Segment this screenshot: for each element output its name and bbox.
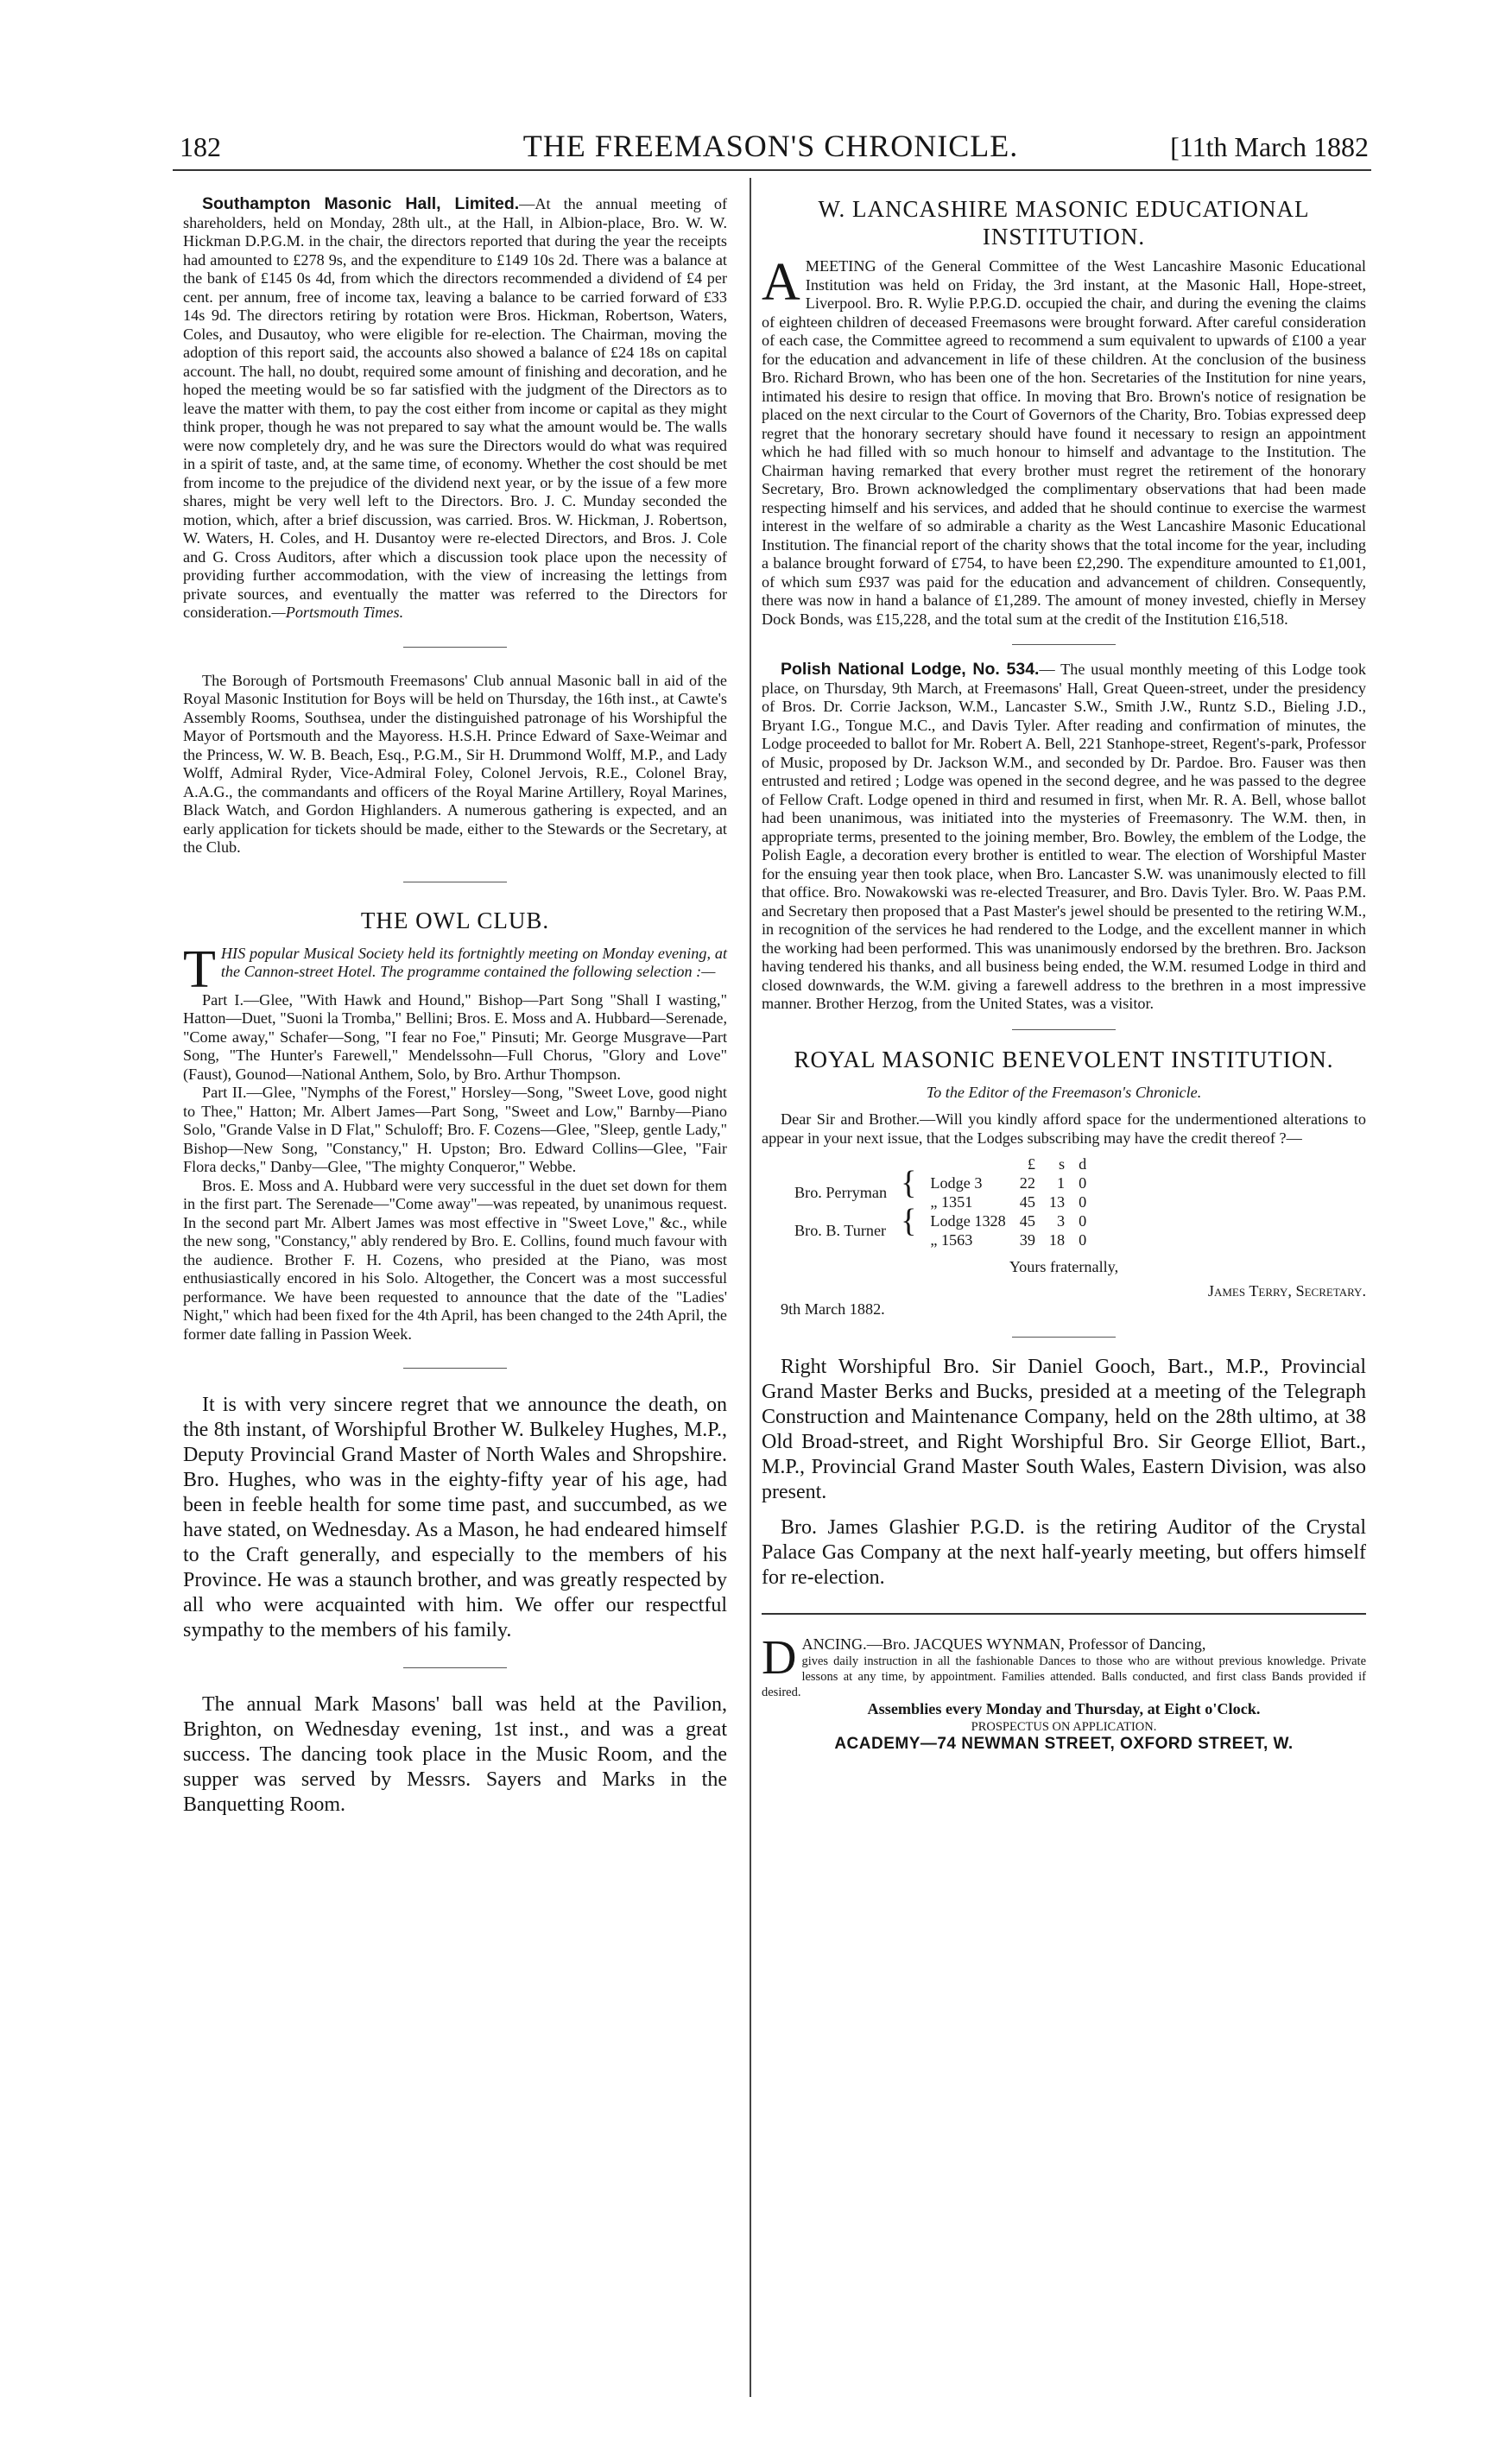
lancashire-article — [762, 195, 1366, 629]
owl-club-intro: HIS popular Musical Society held its fortnightly meeting on Monday evening, at the Cannon-street Hotel. The programme contained the following selection :— — [220, 944, 727, 980]
amount-shillings: 13 — [1048, 1193, 1066, 1211]
brace-glyph: { — [901, 1203, 917, 1239]
column-rule — [750, 178, 751, 2397]
separator-rule — [403, 647, 507, 648]
southampton-article — [183, 195, 727, 623]
lodge-number: Lodge 1328 — [930, 1212, 1006, 1230]
letter-date: 9th March 1882. — [781, 1300, 885, 1318]
advert-rule — [762, 1613, 1366, 1615]
owl-club-part2: Part II.—Glee, "Nymphs of the Forest," Horsley—Song, "Sweet Love, good night to Thee," Hatton; Mr. Albert James—Part Song, "Sweet and Low," Barnby—Piano Solo, "Grande Valse in D Flat," Schuloff; Bro. F. Cozens—Glee, "Sleep, gentle Lady," Bishop—New Song, "Constancy," H. Upston; Bro. Edward Collins—Glee, "Fair Flora decks," Danby—Glee, "The mighty Conqueror," Webbe. — [183, 1084, 727, 1175]
amount-pounds: 39 — [1019, 1231, 1035, 1249]
lodge-number: „ 1351 — [930, 1193, 973, 1211]
owl-club-part1: Part I.—Glee, "With Hawk and Hound," Bishop—Part Song "Shall I wasting," Hatton—Duet, "Suoni la Tromba," Bellini; Bros. E. Moss and A. Hubbard—Serenade, "Come away," Schafer—Song, "I fear no Foe," Pinsuti; Mr. George Musgrave—Part Song, "The Hunter's Farewell," Mendelssohn—Full Chorus, "Glory and Love" (Faust), Gounod—National Anthem, Solo, by Bro. Arthur Thompson. — [183, 990, 727, 1083]
southampton-source: —Portsmouth Times. — [271, 604, 404, 621]
table-row — [788, 1173, 1093, 1192]
subscription-table — [788, 1154, 1093, 1249]
column-header: s — [1059, 1155, 1066, 1173]
table-header-row — [788, 1154, 1093, 1173]
southampton-title: Southampton Masonic Hall, Limited. — [202, 194, 520, 213]
page-header — [173, 128, 1369, 166]
separator-rule — [403, 1667, 507, 1668]
lancashire-heading-line1: W. LANCASHIRE MASONIC EDUCATIONAL — [818, 196, 1310, 222]
amount-shillings: 3 — [1057, 1212, 1066, 1230]
dancing-text: gives daily instruction in all the fashionable Dances to those who are without previous knowledge. Private lessons at any time, by appointment. Families attended. Balls conducted, and first class Bands provided if desired. — [762, 1654, 1366, 1699]
separator-rule — [1012, 1029, 1116, 1030]
owl-club-article — [183, 907, 727, 1344]
academy-address: ACADEMY—74 NEWMAN STREET, OXFORD STREET, W. — [834, 1734, 1294, 1753]
separator-rule — [403, 1368, 507, 1369]
amount-shillings: 1 — [1057, 1174, 1066, 1192]
lancashire-heading — [762, 195, 1366, 250]
drop-cap: D — [762, 1630, 797, 1685]
amount-pounds: 45 — [1019, 1193, 1035, 1211]
owl-club-heading: THE OWL CLUB. — [360, 907, 550, 933]
amount-shillings: 18 — [1048, 1231, 1066, 1249]
right-column — [762, 195, 1366, 1753]
left-column — [183, 195, 727, 1818]
dancing-lead: ANCING.—Bro. JACQUES WYNMAN, Professor of Dancing, — [801, 1635, 1206, 1653]
gooch-article: Right Worshipful Bro. Sir Daniel Gooch, Bart., M.P., Provincial Grand Master Berks and Bucks, presided at a meeting of the Telegraph Construction and Maintenance Company, held on the 28th ultimo, at 38 Old Broad-street, and Right Worshipful Bro. Sir George Elliot, Bart., M.P., Provincial Grand Master South Wales, Eastern Division, was also present. — [762, 1355, 1366, 1503]
column-header: d — [1079, 1155, 1087, 1173]
letter-signature: James Terry, Secretary. — [1207, 1281, 1366, 1300]
glashier-article: Bro. James Glashier P.G.D. is the retiring Auditor of the Crystal Palace Gas Company at the next half-yearly meeting, but offers himself for re-election. — [762, 1515, 1366, 1589]
column-header: £ — [1027, 1155, 1035, 1173]
issue-date: [11th March 1882 — [1170, 131, 1369, 162]
separator-rule — [1012, 644, 1116, 645]
rmbi-article — [762, 1046, 1366, 1319]
polish-lodge-article — [762, 661, 1366, 1014]
brace-glyph: { — [901, 1165, 917, 1201]
mark-masons-ball: The annual Mark Masons' ball was held at the Pavilion, Brighton, on Wednesday evening, 1st inst., and was a great success. The dancing took place in the Music Room, and the supper was served by Messrs. Sayers and Marks in the Banquetting Room. — [183, 1693, 727, 1816]
page-number: 182 — [180, 131, 221, 162]
amount-pence: 0 — [1079, 1231, 1087, 1249]
prospectus-line: PROSPECTUS ON APPLICATION. — [971, 1719, 1157, 1734]
polish-lodge-text: — The usual monthly meeting of this Lodge took place, on Thursday, 9th March, at Freemasons' Hall, Great Queen-street, under the presidency of Bros. Dr. Corrie Jackson, W.M., Lancaster S.W., Smith J.W., Runtz S.D., Bieling J.D., Bryant I.G., Tongue M.C., and Davis Tyler. After reading and confirmation of minutes, the Lodge proceeded to ballot for Mr. Robert A. Bell, 221 Stanhope-street, Regent's-park, Professor of Music, proposed by Dr. Jackson W.M., and seconded by Dr. Pardoe. Bro. Fauser was then entrusted and retired ; Lodge was opened in the second degree, and he was passed to the degree of Fellow Craft. Lodge opened in third and resumed in first, when Mr. R. A. Bell, whose ballot had been unanimous, was initiated into the mysteries of Freemasonry. The W.M. then, in appropriate terms, presented to the joining member, Bro. Bowley, the emblem of the Lodge, the Polish Eagle, a decoration every brother is entitled to wear. The election of Worshipful Master for the ensuing year then took place, when Bro. Lancaster S.W. was unanimously elected to fill that office. Bro. Nowakowski was re-elected Treasurer, and Bro. Davis Tyler. Bro. W. Paas P.M. and Secretary then proposed that a Past Master's jewel should be presented to the retiring W.M., in recognition of the services he had rendered to the Lodge, and the excellent manner in which the working had been performed. This was unanimously endorsed by the brethren. Bro. Jackson having tendered his thanks, and all business being ended, the W.M. resumed Lodge in third and closed downwards, the W.M. giving a farewell address to the brethren in a most impressive manner. Brother Herzog, from the United States, was a visitor. — [762, 661, 1366, 1012]
separator-rule — [1012, 1337, 1116, 1338]
drop-cap: A — [762, 253, 800, 312]
polish-lodge-title: Polish National Lodge, No. 534. — [781, 660, 1040, 679]
journal-title: THE FREEMASON'S CHRONICLE. — [522, 129, 1019, 163]
amount-pounds: 45 — [1019, 1212, 1035, 1230]
brother-name: Bro. Perryman — [794, 1184, 888, 1201]
lodge-number: Lodge 3 — [930, 1174, 983, 1192]
amount-pounds: 22 — [1019, 1174, 1035, 1192]
lancashire-heading-line2: INSTITUTION. — [982, 224, 1146, 250]
header-rule — [173, 169, 1371, 171]
portsmouth-ball-article: The Borough of Portsmouth Freemasons' Club annual Masonic ball in aid of the Royal Masonic Institution for Boys will be held on Thursday, the 16th inst., at Cawte's Assembly Rooms, Southsea, under the distinguished patronage of his Worshipful the Mayor of Portsmouth and the Mayoress. H.S.H. Prince Edward of Saxe-Weimar and the Princess, W. W. B. Beach, Esq., P.G.M., Sir H. Drummond Wolff, M.P., and Lady Wolff, Admiral Ryder, Vice-Admiral Foley, Colonel Jervois, R.E., Colonel Bray, A.A.G., the commandants and officers of the Royal Marine Artillery, Royal Marines, Black Watch, and Gordon Highlanders. A numerous gathering is expected, and an early application for tickets should be made, either to the Stewards or the Secretary, at the Club. — [183, 671, 727, 856]
letter-closing: Yours fraternally, — [1009, 1258, 1119, 1275]
drop-cap: T — [183, 939, 216, 999]
rmbi-letter: Dear Sir and Brother.—Will you kindly afford space for the undermentioned alterations to appear in your next issue, that the Lodges subscribing may have the credit thereof ?— — [762, 1110, 1366, 1147]
table-row — [788, 1211, 1093, 1230]
amount-pence: 0 — [1079, 1212, 1087, 1230]
lodge-number: „ 1563 — [930, 1231, 973, 1249]
dancing-advert — [762, 1630, 1366, 1754]
lancashire-text: MEETING of the General Committee of the West Lancashire Masonic Educational Institution was held on Friday, the 3rd instant, at the Masonic Hall, Hope-street, Liverpool. Bro. R. Wylie P.P.G.D. occupied the chair, and during the evening the claims of eighteen children of deceased Freemasons were brought forward. After careful consideration of each case, the Committee agreed to recommend a sum equivalent to upwards of £100 a year for the education and advancement in life of these children. At the conclusion of the business Bro. Richard Brown, who has been one of the hon. Secretaries of the Institution for nine years, intimated his desire to resign that office. In moving that Bro. Brown's notice of resignation be placed on the next circular to the Court of Governors of the Charity, Bro. Tobias expressed deep regret that the honorary secretary should have found it necessary to resign an appointment which he had filled with so much honour to himself and advantage to the Institution. The Chairman having remarked that every brother must regret the retirement of the honorary Secretary, Bro. Brown acknowledged the complimentary observations that had been made respecting himself and his services, and added that he should continue to exercise the warmest interest in the welfare of so admirable a charity as the West Lancashire Masonic Educational Institution. The financial report of the charity shows that the total income for the year, including a balance brought forward of £754, to have been £2,290. The expenditure amounted to £1,001, of which sum £937 was paid for the education and advancement of children. Consequently, there was now in hand a balance of £1,289. The amount of money invested, chiefly in Mersey Dock Bonds, was £15,228, and the total sum at the credit of the Institution £16,518. — [762, 257, 1366, 628]
rmbi-heading: ROYAL MASONIC BENEVOLENT INSTITUTION. — [794, 1046, 1334, 1072]
owl-club-review: Bros. E. Moss and A. Hubbard were very successful in the duet set down for them in the first part. The Serenade—"Come away"—was repeated, by unanimous request. In the second part Mr. Albert James was most effective in "Sweet Love," &c., while the new song, "Constancy," ably rendered by Bro. E. Collins, found much favour with the audience. Brother F. H. Cozens, who presided at the Piano, was most enthusiastically encored in his Solo. Altogether, the Concert was a most successful performance. We have been requested to announce that the date of the "Ladies' Night," which had been fixed for the 4th April, has been changed to the 24th April, the former date falling in Passion Week. — [183, 1176, 727, 1343]
amount-pence: 0 — [1079, 1174, 1087, 1192]
brother-name: Bro. B. Turner — [794, 1222, 887, 1239]
hughes-obituary: It is with very sincere regret that we announce the death, on the 8th instant, of Worshipful Brother W. Bulkeley Hughes, M.P., Deputy Provincial Grand Master of North Wales and Shropshire. Bro. Hughes, who was in the eighty-fifty year of his age, had been in feeble health for some time past, and succumbed, as we have stated, on Wednesday. As a Mason, he had endeared himself to the Craft generally, and especially to the members of his Province. He was a staunch brother, and was greatly respected by all who were acquainted with him. We offer our respectful sympathy to the members of his family. — [183, 1394, 727, 1641]
southampton-text: —At the annual meeting of shareholders, held on Monday, 28th ult., at the Hall, in Albion-place, Bro. W. W. Hickman D.P.G.M. in the chair, the directors reported that during the year the receipts had amounted to £278 9s, and the expenditure to £149 10s 2d. There was a balance at the bank of £145 0s 4d, from which the directors recommended a dividend of £4 per cent. per annum, free of income tax, leaving a balance to be carried forward of £33 14s 9d. The directors retiring by rotation were Bros. Hickman, Robertson, Waters, Coles, and Dusautoy, who were eligible for re-election. The Chairman, moving the adoption of this report said, the accounts also showed a balance of £24 18s on capital account. The hall, no doubt, required some amount of finishing and decoration, and he hoped the meeting would be so far satisfied with the judgment of the Directors as to leave the matter with them, to pay the cost either from income or capital as they might think proper, though he was not prepared to say what the amount would be. The walls were now completely dry, and he was sure the Directors would do what was required in a spirit of taste, and, at the same time, of economy. Whether the cost should be met from income to the prejudice of the dividend next year, or by the issue of a few more shares, might be very well left to the Directors. Bro. J. C. Munday seconded the motion, which, after a brief discussion, was carried. Bros. W. Hickman, J. Robertson, W. Waters, H. Coles, and H. Dusantoy were re-elected Directors, and Bros. J. Cole and G. Cross Auditors, after which a discussion took place upon the necessity of providing further accommodation, with the view of increasing the lettings from private sources, and eventually the matter was referred to the Directors for consideration. — [183, 195, 727, 621]
rmbi-subheading: To the Editor of the Freemason's Chronicle. — [926, 1083, 1202, 1101]
amount-pence: 0 — [1079, 1193, 1087, 1211]
assemblies-line: Assemblies every Monday and Thursday, at Eight o'Clock. — [867, 1700, 1261, 1717]
